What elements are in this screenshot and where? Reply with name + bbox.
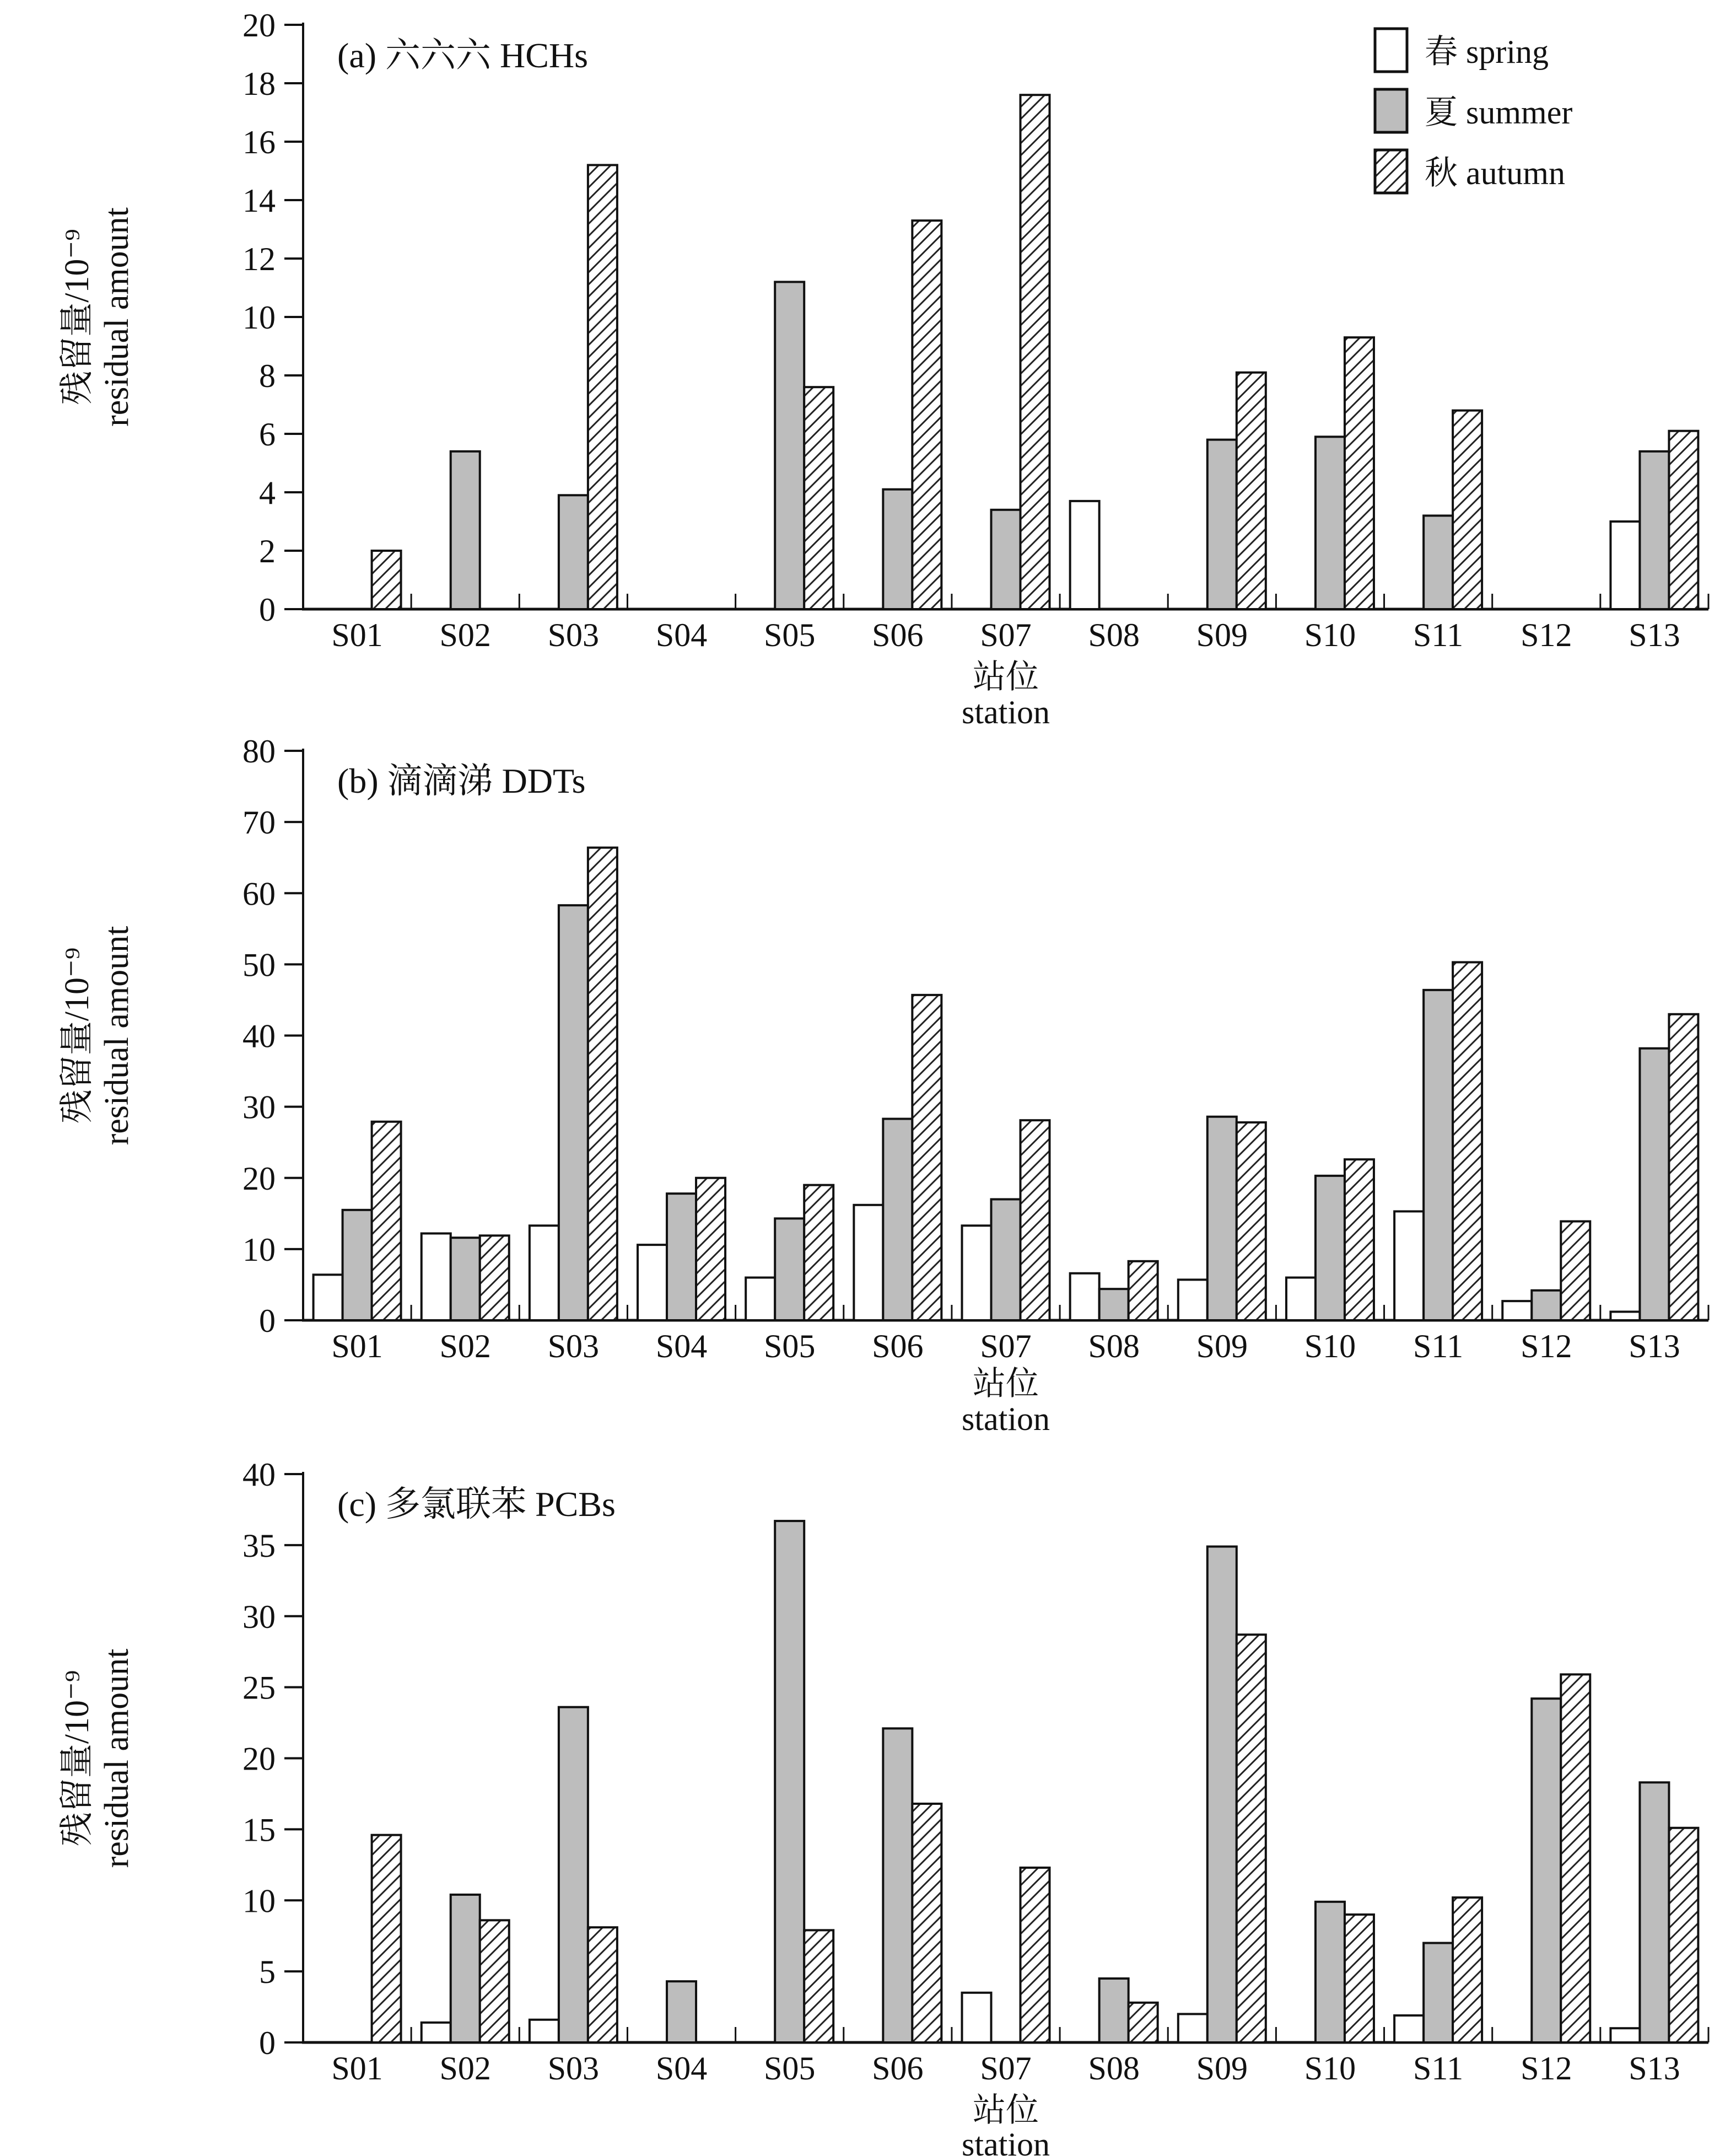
legend-label-spring: 春 spring xyxy=(1425,34,1549,70)
station-label: S06 xyxy=(872,2050,924,2087)
bar-s07-autumn xyxy=(1021,1868,1050,2042)
station-label: S05 xyxy=(764,1328,816,1364)
bar-s02-autumn xyxy=(480,1920,509,2042)
bar-s01-autumn xyxy=(372,1835,401,2042)
chart-hchs xyxy=(0,0,1736,733)
station-label: S06 xyxy=(872,617,924,653)
station-label: S07 xyxy=(980,2050,1032,2087)
bar-s09-spring xyxy=(1178,1279,1207,1320)
y-tick-label: 8 xyxy=(259,358,276,394)
station-label: S01 xyxy=(331,617,383,653)
bar-s02-spring xyxy=(422,2023,451,2042)
station-label: S11 xyxy=(1413,617,1464,653)
bar-s13-summer xyxy=(1640,1049,1669,1320)
bar-s08-autumn xyxy=(1129,1261,1158,1320)
bar-s12-autumn xyxy=(1561,1222,1590,1320)
bar-s08-spring xyxy=(1070,1273,1099,1320)
panel-title: (a) 六六六 HCHs xyxy=(337,36,589,75)
bar-s06-summer xyxy=(883,1728,912,2042)
bar-s10-summer xyxy=(1316,1902,1345,2042)
bar-s04-summer xyxy=(667,1193,696,1320)
y-tick-label: 80 xyxy=(242,733,276,770)
bar-s06-summer xyxy=(883,490,912,609)
bar-s01-autumn xyxy=(372,551,401,609)
y-tick-label: 4 xyxy=(259,475,276,511)
bar-s06-autumn xyxy=(912,1804,941,2042)
station-label: S05 xyxy=(764,2050,816,2087)
station-label: S01 xyxy=(331,1328,383,1364)
bar-s12-autumn xyxy=(1561,1674,1590,2042)
bar-s10-spring xyxy=(1286,1278,1316,1320)
bar-s04-spring xyxy=(638,1245,667,1320)
panel-title: (c) 多氯联苯 PCBs xyxy=(337,1485,616,1524)
panel-title: (b) 滴滴涕 DDTs xyxy=(337,761,586,800)
bar-s06-autumn xyxy=(912,221,941,609)
y-tick-label: 40 xyxy=(242,1456,276,1493)
station-label: S02 xyxy=(439,1328,491,1364)
chart-pcbs xyxy=(0,1439,1736,2156)
station-label: S05 xyxy=(764,617,816,653)
bar-s05-autumn xyxy=(804,1185,833,1320)
bar-s12-summer xyxy=(1532,1698,1561,2042)
x-axis-label-en: station xyxy=(962,694,1050,730)
station-label: S03 xyxy=(547,617,600,653)
bar-s02-summer xyxy=(451,1895,480,2042)
y-tick-label: 10 xyxy=(242,299,276,336)
bar-s06-summer xyxy=(883,1119,912,1320)
chart-ddts xyxy=(0,733,1736,1439)
station-label: S09 xyxy=(1196,1328,1248,1364)
bar-s12-summer xyxy=(1532,1291,1561,1320)
y-tick-label: 10 xyxy=(242,1231,276,1268)
y-tick-label: 0 xyxy=(259,1303,276,1339)
y-tick-label: 30 xyxy=(242,1598,276,1635)
station-label: S13 xyxy=(1629,1328,1680,1364)
bar-s11-summer xyxy=(1424,990,1453,1320)
y-axis-label-zh: 残留量/10⁻⁹ xyxy=(58,1670,96,1847)
y-tick-label: 70 xyxy=(242,804,276,841)
bar-s05-summer xyxy=(775,1218,804,1320)
bar-s11-spring xyxy=(1394,1211,1424,1320)
station-label: S12 xyxy=(1521,617,1572,653)
bar-s09-autumn xyxy=(1237,373,1266,609)
y-axis-label-en: residual amount xyxy=(98,926,136,1146)
bar-s02-autumn xyxy=(480,1235,509,1320)
bar-s06-spring xyxy=(854,1205,883,1320)
x-axis-label-zh: 站位 xyxy=(973,2092,1039,2128)
y-tick-label: 5 xyxy=(259,1954,276,1991)
legend-swatch-autumn xyxy=(1375,150,1407,193)
y-tick-label: 20 xyxy=(242,1740,276,1777)
station-label: S03 xyxy=(547,2050,600,2087)
station-label: S06 xyxy=(872,1328,924,1364)
station-label: S10 xyxy=(1304,617,1356,653)
legend-swatch-spring xyxy=(1375,29,1407,72)
bar-s11-autumn xyxy=(1453,1897,1482,2042)
bar-s01-autumn xyxy=(372,1122,401,1320)
x-axis-label-zh: 站位 xyxy=(973,659,1039,695)
bar-s08-spring xyxy=(1070,501,1099,609)
station-label: S10 xyxy=(1304,2050,1356,2087)
bar-s13-summer xyxy=(1640,451,1669,609)
bar-s13-summer xyxy=(1640,1782,1669,2042)
bar-s09-summer xyxy=(1207,1546,1237,2042)
bar-s02-summer xyxy=(451,1238,480,1320)
y-tick-label: 40 xyxy=(242,1018,276,1055)
bar-s07-summer xyxy=(991,1199,1021,1320)
bar-s07-autumn xyxy=(1021,1120,1050,1320)
y-axis-label-zh: 残留量/10⁻⁹ xyxy=(58,947,96,1124)
bar-s01-spring xyxy=(314,1275,343,1320)
station-label: S03 xyxy=(547,1328,600,1364)
station-label: S09 xyxy=(1196,617,1248,653)
station-label: S04 xyxy=(655,1328,708,1364)
y-tick-label: 50 xyxy=(242,947,276,983)
bar-s10-summer xyxy=(1316,1176,1345,1320)
y-tick-label: 12 xyxy=(242,241,276,277)
bar-s11-summer xyxy=(1424,1943,1453,2042)
y-tick-label: 30 xyxy=(242,1089,276,1126)
y-tick-label: 60 xyxy=(242,875,276,912)
bar-s09-spring xyxy=(1178,2014,1207,2042)
y-tick-label: 2 xyxy=(259,533,276,569)
station-label: S04 xyxy=(655,617,708,653)
station-label: S07 xyxy=(980,617,1032,653)
bar-s13-spring xyxy=(1610,1312,1640,1320)
bar-s13-spring xyxy=(1610,521,1640,609)
y-tick-label: 0 xyxy=(259,592,276,628)
y-axis-label-zh: 残留量/10⁻⁹ xyxy=(58,229,96,405)
bar-s09-summer xyxy=(1207,440,1237,609)
y-tick-label: 16 xyxy=(242,124,276,160)
y-tick-label: 18 xyxy=(242,66,276,102)
bar-s04-autumn xyxy=(696,1178,725,1320)
bar-s01-summer xyxy=(343,1210,372,1320)
x-axis-label-zh: 站位 xyxy=(973,1365,1039,1402)
bar-s03-spring xyxy=(530,1225,559,1320)
bar-s09-summer xyxy=(1207,1117,1237,1320)
station-label: S12 xyxy=(1521,1328,1572,1364)
bar-s11-autumn xyxy=(1453,411,1482,609)
bar-s09-autumn xyxy=(1237,1635,1266,2042)
y-tick-label: 6 xyxy=(259,416,276,453)
bar-s03-summer xyxy=(559,905,588,1320)
station-label: S11 xyxy=(1413,1328,1464,1364)
station-label: S02 xyxy=(439,617,491,653)
y-tick-label: 14 xyxy=(242,182,276,219)
bar-s03-autumn xyxy=(588,848,617,1320)
bar-s03-summer xyxy=(559,1707,588,2042)
bar-s11-spring xyxy=(1394,2015,1424,2042)
bar-s05-spring xyxy=(746,1278,775,1320)
x-axis-label-en: station xyxy=(962,1401,1050,1437)
y-tick-label: 20 xyxy=(242,1160,276,1197)
bar-s13-spring xyxy=(1610,2028,1640,2042)
y-tick-label: 0 xyxy=(259,2025,276,2061)
legend-label-summer: 夏 summer xyxy=(1425,94,1573,131)
bar-s10-autumn xyxy=(1345,1159,1374,1320)
bar-s13-autumn xyxy=(1669,1014,1698,1320)
bar-s05-autumn xyxy=(804,1930,833,2042)
bar-s10-autumn xyxy=(1345,337,1374,609)
station-label: S04 xyxy=(655,2050,708,2087)
station-label: S07 xyxy=(980,1328,1032,1364)
bar-s13-autumn xyxy=(1669,431,1698,609)
bar-s08-autumn xyxy=(1129,2003,1158,2042)
legend xyxy=(1375,29,1572,193)
bar-s09-autumn xyxy=(1237,1122,1266,1320)
bar-s03-autumn xyxy=(588,165,617,609)
y-tick-label: 15 xyxy=(242,1811,276,1848)
station-label: S13 xyxy=(1629,617,1680,653)
bar-s03-autumn xyxy=(588,1927,617,2042)
bar-s10-summer xyxy=(1316,437,1345,609)
station-label: S13 xyxy=(1629,2050,1680,2087)
bar-s02-spring xyxy=(422,1233,451,1320)
station-label: S02 xyxy=(439,2050,491,2087)
y-axis-label-en: residual amount xyxy=(98,207,136,427)
x-axis-label-en: station xyxy=(962,2126,1050,2156)
bar-s11-summer xyxy=(1424,515,1453,609)
bar-s05-summer xyxy=(775,282,804,609)
bar-s07-summer xyxy=(991,510,1021,609)
y-tick-label: 35 xyxy=(242,1527,276,1564)
bar-s08-summer xyxy=(1099,1978,1129,2042)
bar-s12-spring xyxy=(1502,1301,1532,1320)
bar-s05-autumn xyxy=(804,387,833,609)
y-tick-label: 10 xyxy=(242,1883,276,1920)
legend-swatch-summer xyxy=(1375,89,1407,132)
bar-s06-autumn xyxy=(912,995,941,1320)
station-label: S08 xyxy=(1088,2050,1140,2087)
bar-s02-summer xyxy=(451,451,480,609)
station-label: S12 xyxy=(1521,2050,1572,2087)
bar-s04-summer xyxy=(667,1981,696,2042)
bar-s10-autumn xyxy=(1345,1915,1374,2042)
bar-s07-spring xyxy=(962,1225,991,1320)
station-label: S11 xyxy=(1413,2050,1464,2087)
y-axis-label-en: residual amount xyxy=(98,1648,136,1868)
bar-s08-summer xyxy=(1099,1289,1129,1320)
station-label: S10 xyxy=(1304,1328,1356,1364)
bar-s07-autumn xyxy=(1021,95,1050,609)
station-label: S09 xyxy=(1196,2050,1248,2087)
legend-label-autumn: 秋 autumn xyxy=(1425,155,1565,191)
station-label: S01 xyxy=(331,2050,383,2087)
bar-s11-autumn xyxy=(1453,963,1482,1320)
station-label: S08 xyxy=(1088,617,1140,653)
y-tick-label: 20 xyxy=(242,7,276,44)
bar-s03-summer xyxy=(559,495,588,609)
bar-s07-spring xyxy=(962,1993,991,2042)
y-tick-label: 25 xyxy=(242,1669,276,1706)
bar-s13-autumn xyxy=(1669,1828,1698,2042)
bar-s05-summer xyxy=(775,1521,804,2042)
station-label: S08 xyxy=(1088,1328,1140,1364)
bar-s03-spring xyxy=(530,2020,559,2042)
